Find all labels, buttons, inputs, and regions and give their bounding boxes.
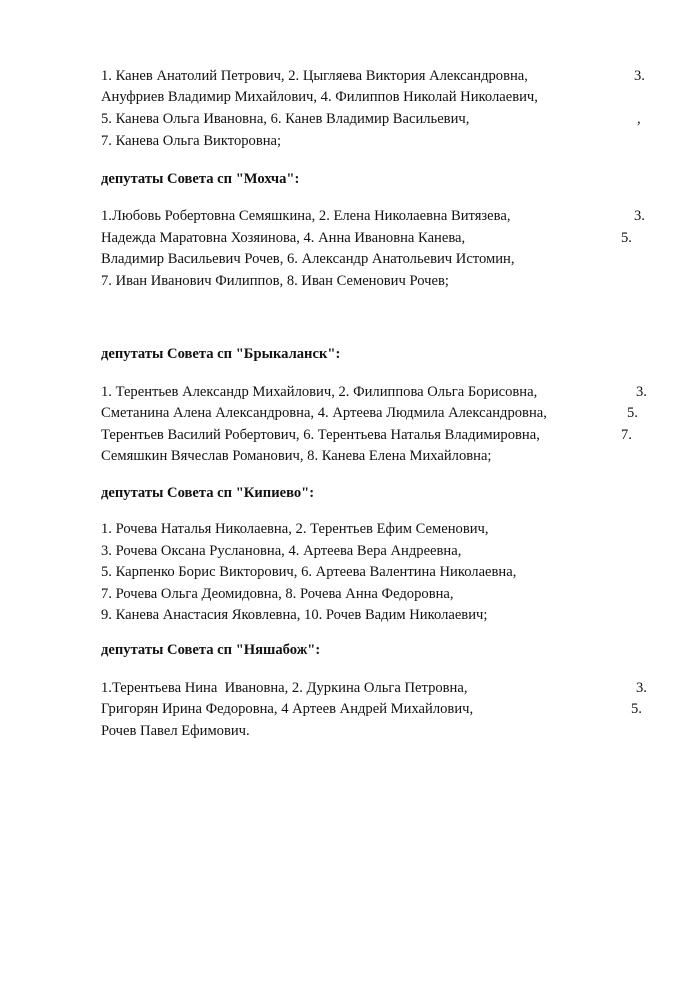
text-line: 9. Канева Анастасия Яковлевна, 10. Рочев Вадим Николаевич; [101,607,488,623]
section-heading-mokhcha: депутаты Совета сп "Мохча": [101,171,300,187]
text-line: 5. Карпенко Борис Викторович, 6. Артеева Валентина Николаевна, [101,564,517,580]
trailing-number: 3. [636,384,647,400]
trailing-comma: , [637,111,641,127]
text-line: 1. Рочева Наталья Николаевна, 2. Терентьев Ефим Семенович, [101,521,489,537]
text-line: 1.Любовь Робертовна Семяшкина, 2. Елена Николаевна Витязева, [101,208,511,224]
trailing-number: 3. [636,680,647,696]
section-heading-kipievo: депутаты Совета сп "Кипиево": [101,485,315,501]
text-line: 1.Терентьева Нина Ивановна, 2. Дуркина Ольга Петровна, [101,680,468,696]
text-line: Ануфриев Владимир Михайлович, 4. Филиппов Николай Николаевич, [101,89,538,105]
section-heading-brykalansk: депутаты Совета сп "Брыкаланск": [101,346,341,362]
text-line: Надежда Маратовна Хозяинова, 4. Анна Ивановна Канева, [101,230,466,246]
text-line: Рочев Павел Ефимович. [101,723,250,739]
text-line: 5. Канева Ольга Ивановна, 6. Канев Владимир Васильевич, [101,111,470,127]
trailing-number: 5. [627,405,638,421]
text-line: Терентьев Василий Робертович, 6. Терентьева Наталья Владимировна, [101,427,540,443]
text-line: 3. Рочева Оксана Руслановна, 4. Артеева Вера Андреевна, [101,543,462,559]
text-line: Владимир Васильевич Рочев, 6. Александр Анатольевич Истомин, [101,251,515,267]
text-line: Семяшкин Вячеслав Романович, 8. Канева Елена Михайловна; [101,448,492,464]
text-line: 7. Канева Ольга Викторовна; [101,133,282,149]
text-line: Сметанина Алена Александровна, 4. Артеева Людмила Александровна, [101,405,547,421]
trailing-number: 3. [634,208,645,224]
text-line: 7. Иван Иванович Филиппов, 8. Иван Семенович Рочев; [101,273,449,289]
section-heading-nyashabozh: депутаты Совета сп "Няшабож": [101,642,321,658]
trailing-number: 5. [631,701,642,717]
trailing-number: 7. [621,427,632,443]
trailing-number: 3. [634,68,645,84]
trailing-number: 5. [621,230,632,246]
text-line: 1. Канев Анатолий Петрович, 2. Цыгляева Виктория Александровна, [101,68,528,84]
text-line: 7. Рочева Ольга Деомидовна, 8. Рочева Анна Федоровна, [101,586,454,602]
text-line: Григорян Ирина Федоровна, 4 Артеев Андрей Михайлович, [101,701,474,717]
text-line: 1. Терентьев Александр Михайлович, 2. Филиппова Ольга Борисовна, [101,384,538,400]
